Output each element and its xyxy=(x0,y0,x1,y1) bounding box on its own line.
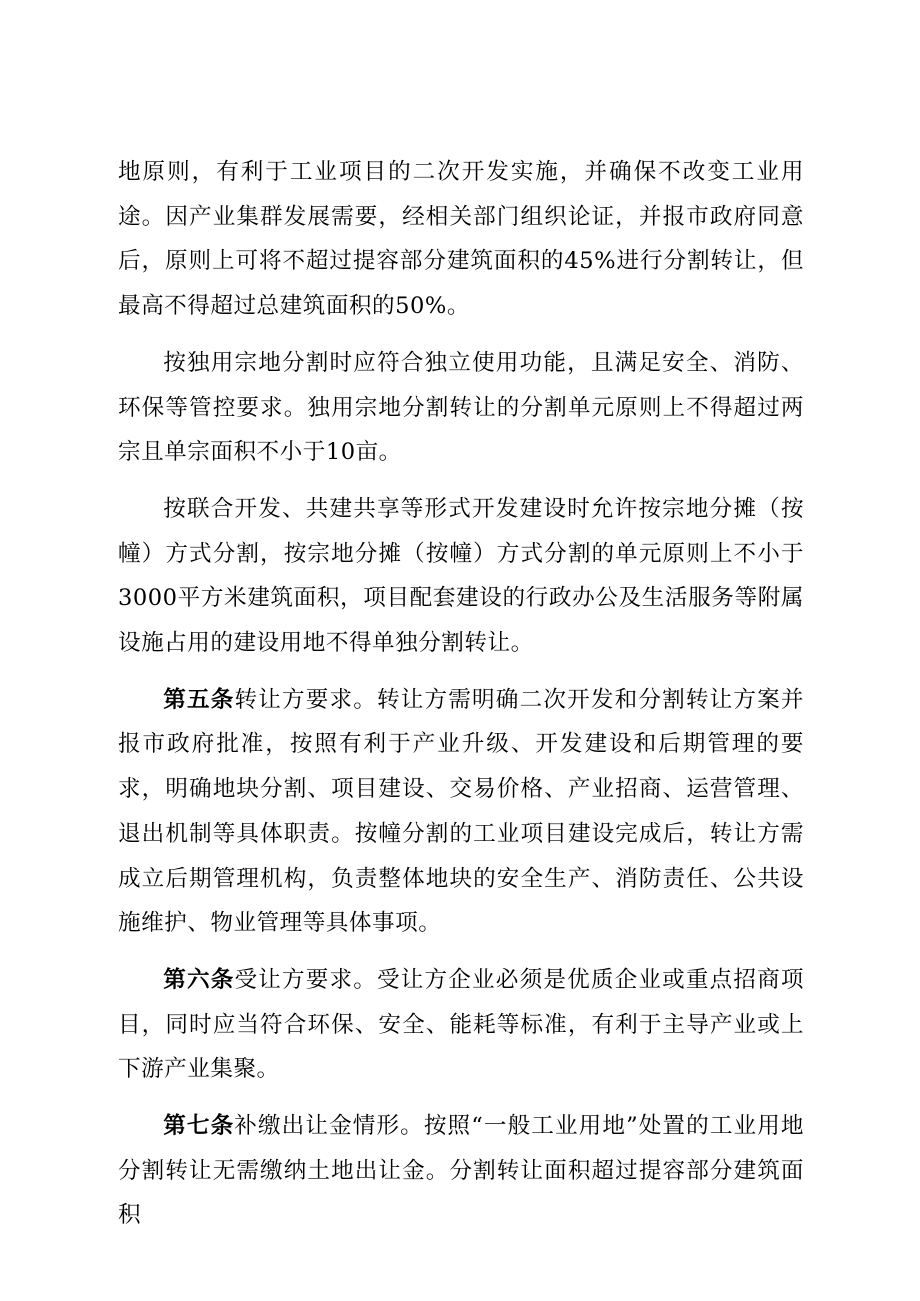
article-5 xyxy=(118,678,804,946)
article-6 xyxy=(118,958,804,1092)
paragraph-text: 按独用宗地分割时应符合独立使用功能，且满足安全、消防、环保等管控要求。独用宗地分割转让的分割单元原则上不得超过两宗且单宗面积不小于10亩。 xyxy=(118,349,804,466)
article-label: 第五条 xyxy=(163,686,235,713)
paragraph-text: 按联合开发、共建共享等形式开发建设时允许按宗地分摊（按幢）方式分割，按宗地分摊（按幢）方式分割的单元原则上不小于3000平方米建筑面积，项目配套建设的行政办公及生活服务等附属设施占用的建设用地不得单独分割转让。 xyxy=(118,495,804,657)
document-body xyxy=(118,150,804,1250)
article-text: 补缴出让金情形。按照“一般工业用地”处置的工业用地分割转让无需缴纳土地出让金。分割转让面积超过提容部分建筑面积 xyxy=(118,1113,804,1229)
paragraph-standalone-parcel xyxy=(118,341,804,475)
article-label: 第六条 xyxy=(163,966,235,993)
paragraph-text: 地原则，有利于工业项目的二次开发实施，并确保不改变工业用途。因产业集群发展需要，经相关部门组织论证，并报市政府同意后，原则上可将不超过提容部分建筑面积的45%进行分割转让，但最高不得超过总建筑面积的50%。 xyxy=(118,159,804,320)
article-label: 第七条 xyxy=(163,1113,235,1140)
article-7 xyxy=(118,1104,804,1238)
article-text: 受让方要求。受让方企业必须是优质企业或重点招商项目，同时应当符合环保、安全、能耗等标准，有利于主导产业或上下游产业集聚。 xyxy=(118,966,805,1083)
paragraph-continued-principle xyxy=(118,150,804,329)
paragraph-joint-development xyxy=(118,487,804,666)
article-text: 转让方要求。转让方需明确二次开发和分割转让方案并报市政府批准，按照有利于产业升级、开发建设和后期管理的要求，明确地块分割、项目建设、交易价格、产业招商、运营管理、退出机制等具体职责。按幢分割的工业项目建设完成后，转让方需成立后期管理机构，负责整体地块的安全生产、消防责任、公共设施维护、物业管理等具体事项。 xyxy=(118,686,805,937)
